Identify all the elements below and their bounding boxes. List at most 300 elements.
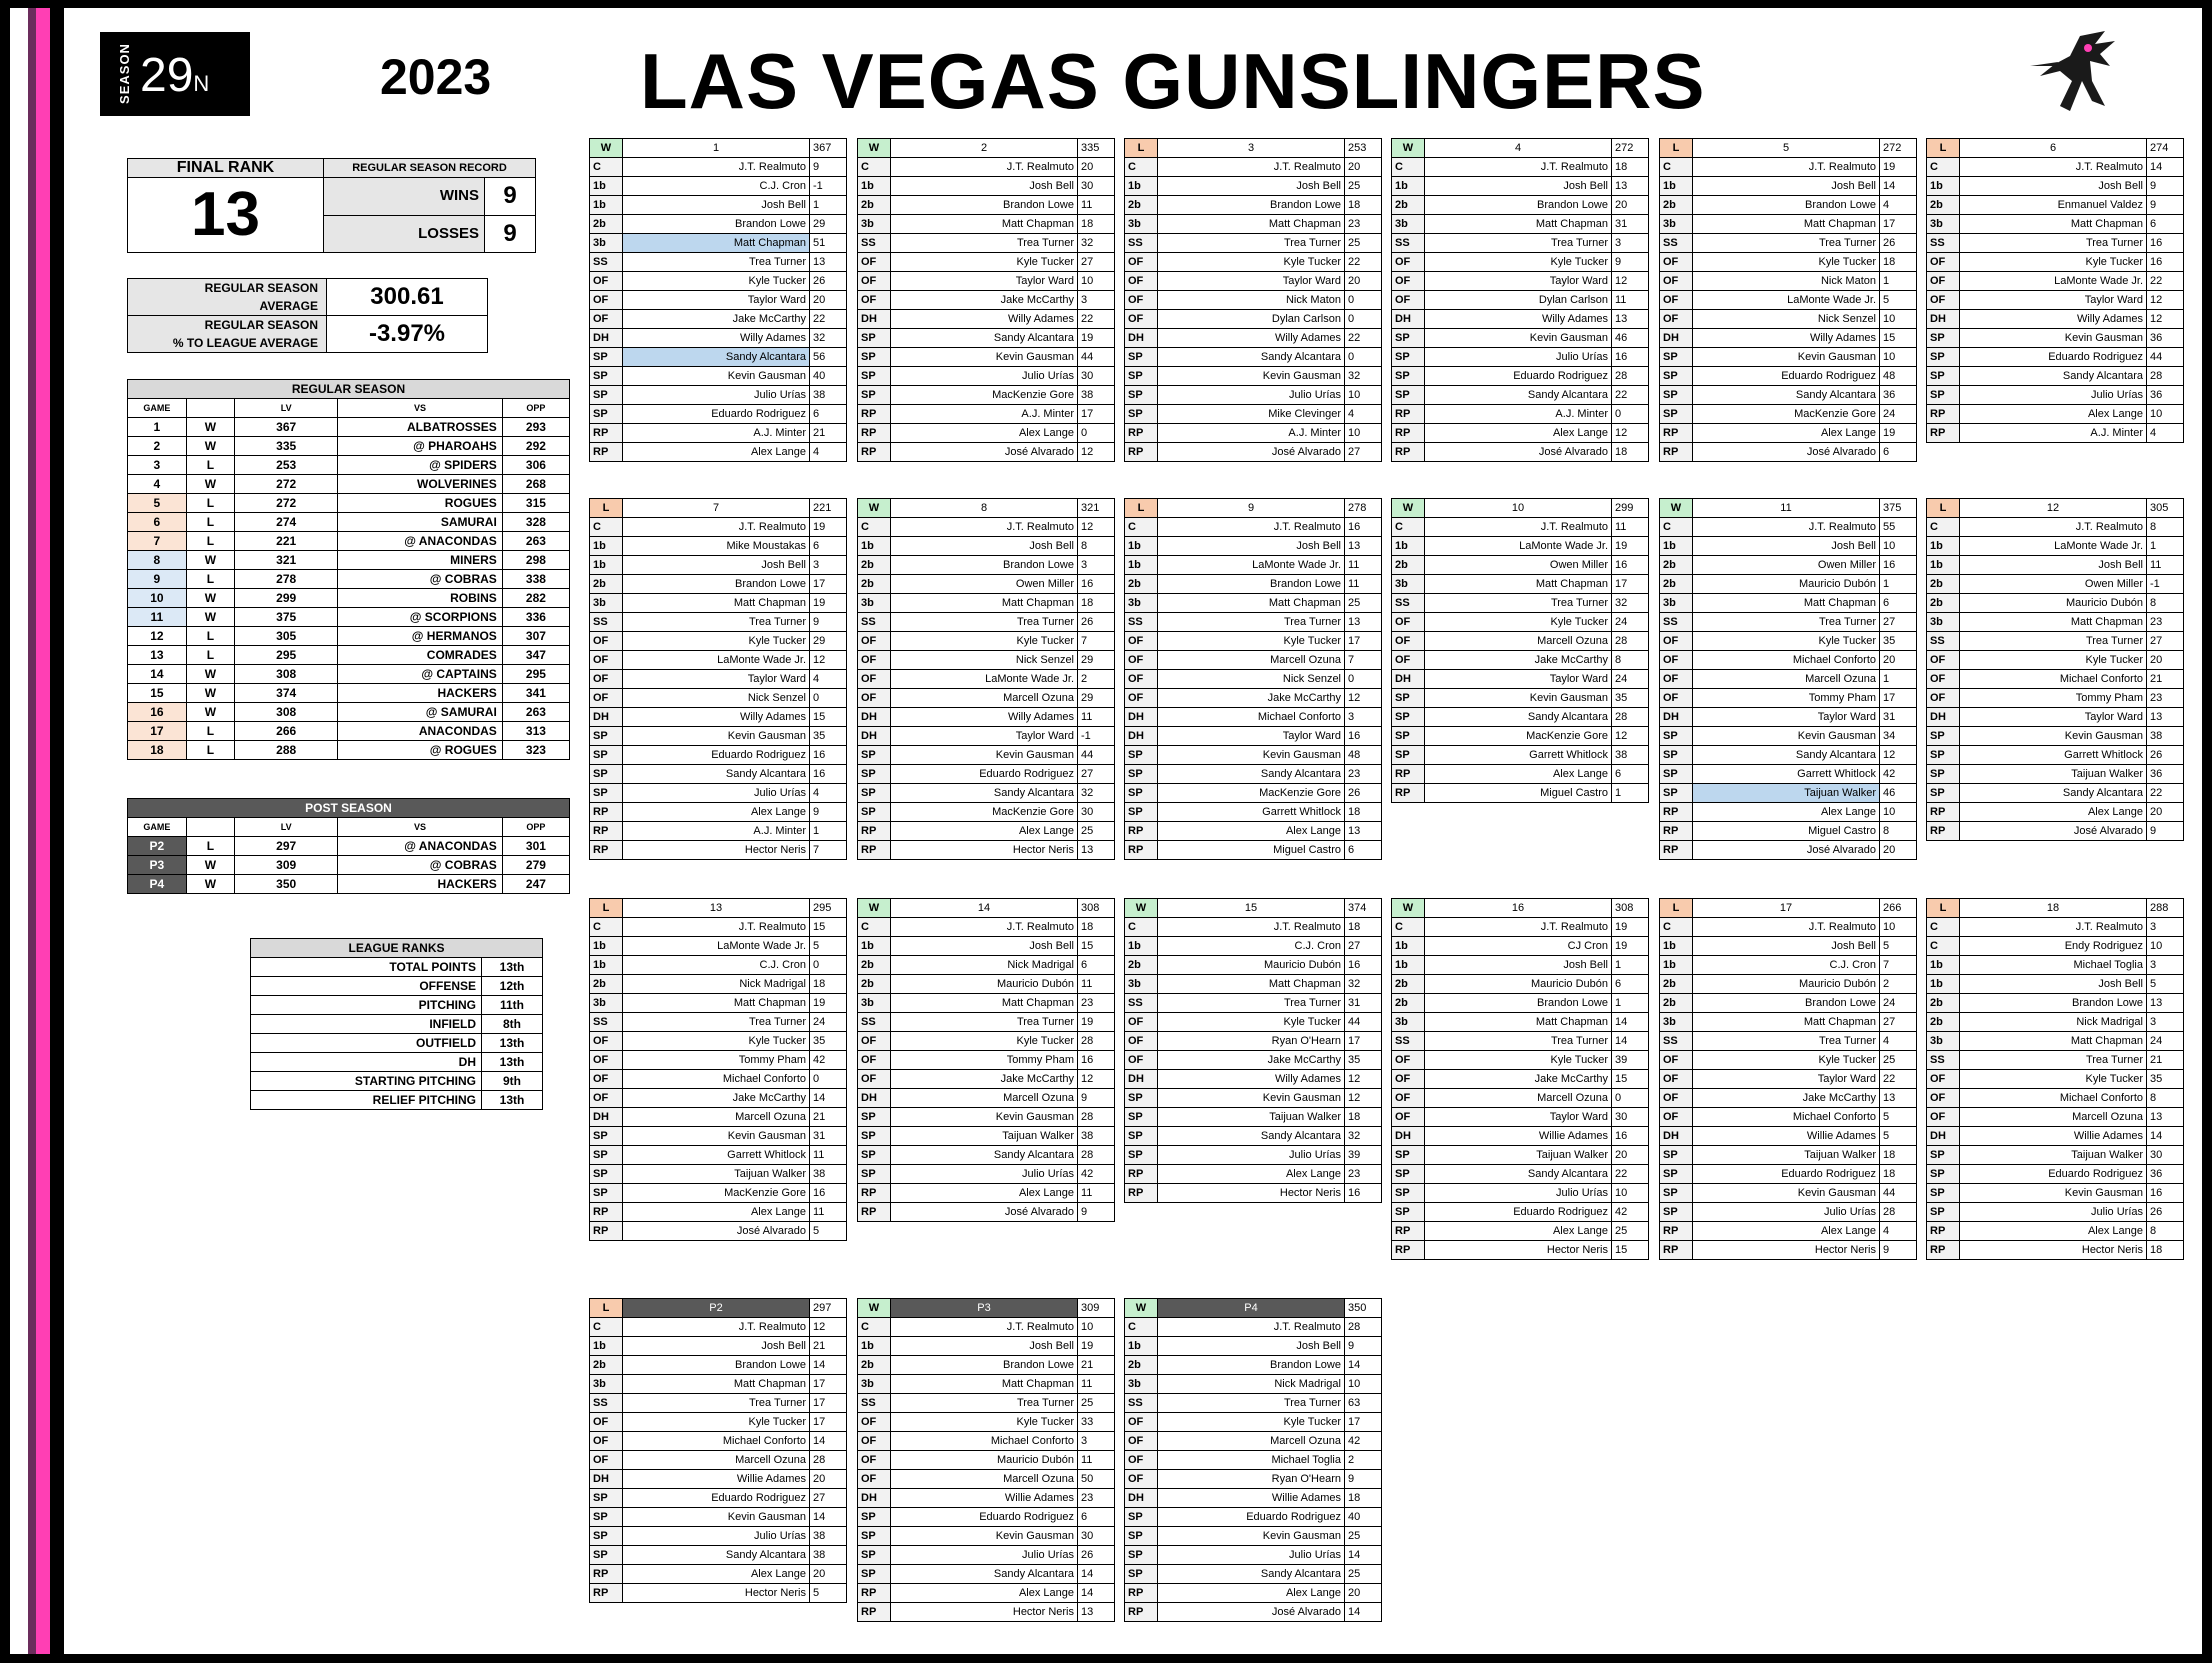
player-points: 28 bbox=[1612, 708, 1649, 727]
player-name: Kyle Tucker bbox=[1158, 1013, 1345, 1032]
player-points: 17 bbox=[1345, 1413, 1382, 1432]
player-name: Kevin Gausman bbox=[623, 1508, 810, 1527]
player-position: C bbox=[1125, 1318, 1158, 1337]
player-position: SP bbox=[1660, 367, 1693, 386]
player-position: 1b bbox=[1125, 537, 1158, 556]
game-table bbox=[589, 138, 847, 462]
reg-opp: 298 bbox=[502, 551, 569, 570]
post-game: P2 bbox=[128, 837, 187, 856]
player-row bbox=[590, 1203, 847, 1222]
player-name: Brandon Lowe bbox=[891, 1356, 1078, 1375]
player-row bbox=[1660, 272, 1917, 291]
player-name: Garrett Whitlock bbox=[1158, 803, 1345, 822]
player-name: Matt Chapman bbox=[623, 594, 810, 613]
player-position: SS bbox=[858, 613, 891, 632]
player-position: OF bbox=[1660, 1051, 1693, 1070]
player-points: 17 bbox=[810, 575, 847, 594]
player-name: Kevin Gausman bbox=[1693, 348, 1880, 367]
post-header-row bbox=[128, 818, 570, 837]
player-name: Michael Conforto bbox=[891, 1432, 1078, 1451]
player-row bbox=[1660, 196, 1917, 215]
player-position: OF bbox=[590, 632, 623, 651]
season-number-text: 29 bbox=[140, 49, 194, 102]
player-row bbox=[1660, 386, 1917, 405]
player-points: 25 bbox=[1345, 594, 1382, 613]
player-row bbox=[1927, 1013, 2184, 1032]
player-row bbox=[1660, 1184, 1917, 1203]
player-points: 11 bbox=[1612, 291, 1649, 310]
game-number: 5 bbox=[1693, 139, 1880, 158]
player-name: Mauricio Dubón bbox=[1158, 956, 1345, 975]
player-position: OF bbox=[1927, 670, 1960, 689]
player-name: Marcell Ozuna bbox=[891, 1470, 1078, 1489]
player-position: 2b bbox=[1660, 994, 1693, 1013]
player-name: Sandy Alcantara bbox=[1158, 765, 1345, 784]
player-row bbox=[1125, 1508, 1382, 1527]
player-position: SP bbox=[1660, 405, 1693, 424]
player-points: 20 bbox=[1345, 158, 1382, 177]
player-points: 44 bbox=[1078, 348, 1115, 367]
player-name: Jake McCarthy bbox=[1158, 689, 1345, 708]
player-row bbox=[590, 1165, 847, 1184]
player-name: Marcell Ozuna bbox=[1425, 1089, 1612, 1108]
player-row bbox=[1125, 310, 1382, 329]
player-name: J.T. Realmuto bbox=[1693, 158, 1880, 177]
game-score: 335 bbox=[1078, 139, 1115, 158]
player-points: 25 bbox=[1078, 822, 1115, 841]
game-score: 297 bbox=[810, 1299, 847, 1318]
player-position: 2b bbox=[1392, 975, 1425, 994]
game-number: 17 bbox=[1693, 899, 1880, 918]
player-position: SS bbox=[1660, 1032, 1693, 1051]
reg-opponent: HACKERS bbox=[338, 684, 503, 703]
player-position: C bbox=[1660, 158, 1693, 177]
player-points: 34 bbox=[1880, 727, 1917, 746]
player-row bbox=[1125, 1337, 1382, 1356]
player-points: 26 bbox=[1345, 784, 1382, 803]
rank-value: 12th bbox=[482, 977, 543, 996]
player-points: 11 bbox=[1345, 556, 1382, 575]
player-name: Josh Bell bbox=[891, 537, 1078, 556]
player-position: RP bbox=[1392, 784, 1425, 803]
player-name: Miguel Castro bbox=[1158, 841, 1345, 860]
reg-game: 16 bbox=[128, 703, 187, 722]
player-points: 16 bbox=[2147, 234, 2184, 253]
player-points: 16 bbox=[1880, 556, 1917, 575]
player-name: Kevin Gausman bbox=[891, 348, 1078, 367]
player-row bbox=[1392, 291, 1649, 310]
game-score: 299 bbox=[1612, 499, 1649, 518]
player-row bbox=[858, 975, 1115, 994]
player-name: Josh Bell bbox=[1158, 177, 1345, 196]
player-row bbox=[1660, 367, 1917, 386]
player-row bbox=[590, 1337, 847, 1356]
reg-opponent: @ ROGUES bbox=[338, 741, 503, 760]
player-row bbox=[1392, 1146, 1649, 1165]
player-row bbox=[590, 1508, 847, 1527]
player-name: Taylor Ward bbox=[1158, 727, 1345, 746]
player-points: 9 bbox=[810, 803, 847, 822]
player-row bbox=[1125, 1165, 1382, 1184]
reg-game: 13 bbox=[128, 646, 187, 665]
reg-result: W bbox=[186, 551, 234, 570]
player-position: OF bbox=[858, 1070, 891, 1089]
player-points: 7 bbox=[810, 841, 847, 860]
player-points: 32 bbox=[1612, 594, 1649, 613]
player-position: DH bbox=[1660, 708, 1693, 727]
player-points: 26 bbox=[1078, 613, 1115, 632]
player-points: 16 bbox=[2147, 253, 2184, 272]
post-row bbox=[128, 875, 570, 894]
player-points: 1 bbox=[1880, 575, 1917, 594]
player-position: RP bbox=[1392, 424, 1425, 443]
player-name: Kevin Gausman bbox=[1158, 1527, 1345, 1546]
player-points: 16 bbox=[1078, 575, 1115, 594]
player-row bbox=[858, 1489, 1115, 1508]
reg-lv: 253 bbox=[235, 456, 338, 475]
rank-category: RELIEF PITCHING bbox=[251, 1091, 482, 1110]
player-position: 1b bbox=[1660, 956, 1693, 975]
player-position: RP bbox=[590, 841, 623, 860]
player-row bbox=[590, 556, 847, 575]
player-position: SS bbox=[1125, 1394, 1158, 1413]
player-position: 2b bbox=[1660, 556, 1693, 575]
player-row bbox=[858, 1413, 1115, 1432]
player-row bbox=[858, 518, 1115, 537]
player-position: DH bbox=[858, 1489, 891, 1508]
player-name: José Alvarado bbox=[1158, 443, 1345, 462]
player-row bbox=[1392, 613, 1649, 632]
player-row bbox=[1125, 1032, 1382, 1051]
player-row bbox=[590, 253, 847, 272]
player-position: DH bbox=[858, 1089, 891, 1108]
player-row bbox=[858, 310, 1115, 329]
player-name: Jake McCarthy bbox=[1158, 1051, 1345, 1070]
player-name: Sandy Alcantara bbox=[1693, 746, 1880, 765]
player-position: 3b bbox=[858, 1375, 891, 1394]
player-row bbox=[1927, 329, 2184, 348]
player-row bbox=[1660, 1165, 1917, 1184]
player-name: Julio Urías bbox=[1158, 386, 1345, 405]
player-points: 10 bbox=[1078, 272, 1115, 291]
game-score: 288 bbox=[2147, 899, 2184, 918]
player-position: OF bbox=[1927, 1108, 1960, 1127]
player-name: Owen Miller bbox=[891, 575, 1078, 594]
player-row bbox=[1392, 215, 1649, 234]
player-points: 20 bbox=[1345, 272, 1382, 291]
player-name: A.J. Minter bbox=[623, 822, 810, 841]
record-label: REGULAR SEASON RECORD bbox=[324, 159, 536, 178]
player-name: Sandy Alcantara bbox=[891, 1565, 1078, 1584]
player-points: 36 bbox=[2147, 329, 2184, 348]
player-row bbox=[858, 784, 1115, 803]
player-row bbox=[1125, 1413, 1382, 1432]
player-name: Kyle Tucker bbox=[1693, 632, 1880, 651]
player-points: 17 bbox=[1880, 689, 1917, 708]
player-position: SP bbox=[590, 1165, 623, 1184]
player-points: 23 bbox=[1345, 765, 1382, 784]
player-position: OF bbox=[590, 1070, 623, 1089]
player-position: OF bbox=[1125, 689, 1158, 708]
player-position: DH bbox=[1125, 1489, 1158, 1508]
game-header-row bbox=[1392, 139, 1649, 158]
player-points: 36 bbox=[2147, 765, 2184, 784]
player-points: 20 bbox=[1880, 651, 1917, 670]
player-position: SP bbox=[1392, 1203, 1425, 1222]
player-row bbox=[1927, 196, 2184, 215]
player-name: Taijuan Walker bbox=[1158, 1108, 1345, 1127]
player-name: Michael Conforto bbox=[1960, 670, 2147, 689]
player-row bbox=[1392, 689, 1649, 708]
player-position: DH bbox=[858, 708, 891, 727]
player-points: 0 bbox=[810, 689, 847, 708]
player-name: Kevin Gausman bbox=[891, 1527, 1078, 1546]
player-row bbox=[1927, 1108, 2184, 1127]
regular-season-table bbox=[127, 379, 570, 760]
reg-lv: 308 bbox=[235, 703, 338, 722]
player-name: A.J. Minter bbox=[1960, 424, 2147, 443]
player-name: Sandy Alcantara bbox=[623, 1546, 810, 1565]
player-position: RP bbox=[590, 1584, 623, 1603]
player-position: SS bbox=[1660, 613, 1693, 632]
player-points: 1 bbox=[810, 822, 847, 841]
game-number: P3 bbox=[891, 1299, 1078, 1318]
player-row bbox=[1125, 556, 1382, 575]
player-row bbox=[590, 177, 847, 196]
player-position: SS bbox=[1927, 1051, 1960, 1070]
player-position: RP bbox=[1927, 405, 1960, 424]
player-position: SP bbox=[590, 386, 623, 405]
player-row bbox=[1927, 518, 2184, 537]
player-row bbox=[590, 310, 847, 329]
player-points: 19 bbox=[810, 994, 847, 1013]
reg-lv: 278 bbox=[235, 570, 338, 589]
player-position: OF bbox=[590, 310, 623, 329]
player-position: OF bbox=[1660, 1089, 1693, 1108]
player-points: 26 bbox=[810, 272, 847, 291]
player-row bbox=[858, 1451, 1115, 1470]
player-position: C bbox=[1392, 158, 1425, 177]
player-points: 14 bbox=[1612, 1032, 1649, 1051]
player-name: Mike Clevinger bbox=[1158, 405, 1345, 424]
player-name: Matt Chapman bbox=[1158, 215, 1345, 234]
player-row bbox=[858, 937, 1115, 956]
player-row bbox=[1125, 253, 1382, 272]
player-row bbox=[590, 727, 847, 746]
player-row bbox=[1927, 651, 2184, 670]
player-name: MacKenzie Gore bbox=[1693, 405, 1880, 424]
player-name: Marcell Ozuna bbox=[1960, 1108, 2147, 1127]
player-row bbox=[590, 1565, 847, 1584]
post-result: W bbox=[186, 856, 234, 875]
final-rank-table bbox=[127, 158, 536, 253]
player-name: Marcell Ozuna bbox=[1158, 651, 1345, 670]
post-opp: 247 bbox=[502, 875, 569, 894]
player-position: DH bbox=[590, 1470, 623, 1489]
reg-result: L bbox=[186, 513, 234, 532]
player-row bbox=[1660, 918, 1917, 937]
player-name: Willy Adames bbox=[623, 329, 810, 348]
player-position: DH bbox=[1660, 329, 1693, 348]
stripe bbox=[50, 8, 64, 1654]
player-points: 38 bbox=[810, 1527, 847, 1546]
player-position: RP bbox=[590, 803, 623, 822]
pct-label-1: REGULAR SEASON bbox=[204, 318, 318, 332]
player-row bbox=[1125, 537, 1382, 556]
player-position: SS bbox=[858, 234, 891, 253]
player-position: SS bbox=[1125, 994, 1158, 1013]
player-row bbox=[1927, 1089, 2184, 1108]
player-row bbox=[1392, 918, 1649, 937]
player-row bbox=[1927, 822, 2184, 841]
player-row bbox=[1125, 158, 1382, 177]
player-row bbox=[590, 1070, 847, 1089]
player-position: SP bbox=[858, 1165, 891, 1184]
player-name: Jake McCarthy bbox=[1425, 651, 1612, 670]
game-number: 4 bbox=[1425, 139, 1612, 158]
player-name: Trea Turner bbox=[1693, 1032, 1880, 1051]
year: 2023 bbox=[380, 49, 492, 105]
player-name: Julio Urías bbox=[1693, 1203, 1880, 1222]
game-table bbox=[589, 1298, 847, 1603]
reg-row bbox=[128, 532, 570, 551]
player-position: RP bbox=[1927, 1222, 1960, 1241]
player-position: OF bbox=[1392, 632, 1425, 651]
player-position: OF bbox=[1392, 1108, 1425, 1127]
player-name: Jake McCarthy bbox=[623, 1089, 810, 1108]
player-name: Hector Neris bbox=[623, 1584, 810, 1603]
player-points: 6 bbox=[1612, 765, 1649, 784]
player-position: SP bbox=[1392, 1184, 1425, 1203]
player-row bbox=[1660, 1222, 1917, 1241]
player-name: Matt Chapman bbox=[1960, 1032, 2147, 1051]
player-row bbox=[1125, 1565, 1382, 1584]
player-name: Sandy Alcantara bbox=[1425, 386, 1612, 405]
player-points: 31 bbox=[810, 1127, 847, 1146]
player-position: SP bbox=[1660, 784, 1693, 803]
player-row bbox=[1392, 956, 1649, 975]
player-points: 17 bbox=[810, 1375, 847, 1394]
game-score: 266 bbox=[1880, 899, 1917, 918]
player-name: Matt Chapman bbox=[623, 1375, 810, 1394]
player-points: 48 bbox=[1345, 746, 1382, 765]
player-name: Hector Neris bbox=[1960, 1241, 2147, 1260]
reg-result: L bbox=[186, 741, 234, 760]
player-row bbox=[1660, 956, 1917, 975]
player-name: Alex Lange bbox=[891, 822, 1078, 841]
player-points: 32 bbox=[1345, 367, 1382, 386]
player-position: OF bbox=[1125, 1432, 1158, 1451]
player-position: SP bbox=[1660, 1184, 1693, 1203]
player-name: Eduardo Rodriguez bbox=[623, 1489, 810, 1508]
game-result: W bbox=[590, 139, 623, 158]
player-row bbox=[590, 822, 847, 841]
player-points: 0 bbox=[1345, 310, 1382, 329]
player-position: RP bbox=[858, 822, 891, 841]
player-position: SP bbox=[1125, 1565, 1158, 1584]
player-position: OF bbox=[1125, 291, 1158, 310]
player-name: José Alvarado bbox=[1425, 443, 1612, 462]
game-table bbox=[1659, 498, 1917, 860]
player-name: Trea Turner bbox=[1158, 1394, 1345, 1413]
player-position: DH bbox=[1927, 708, 1960, 727]
player-row bbox=[590, 196, 847, 215]
player-points: 14 bbox=[1345, 1356, 1382, 1375]
player-points: 18 bbox=[1345, 1489, 1382, 1508]
rank-category: STARTING PITCHING bbox=[251, 1072, 482, 1091]
player-points: 35 bbox=[810, 1032, 847, 1051]
reg-lv: 375 bbox=[235, 608, 338, 627]
reg-opp: 295 bbox=[502, 665, 569, 684]
player-points: 13 bbox=[1345, 537, 1382, 556]
player-row bbox=[1927, 215, 2184, 234]
player-name: Brandon Lowe bbox=[623, 575, 810, 594]
player-position: RP bbox=[858, 841, 891, 860]
player-row bbox=[858, 443, 1115, 462]
player-points: 0 bbox=[1345, 348, 1382, 367]
player-points: 38 bbox=[1612, 746, 1649, 765]
player-points: 12 bbox=[1612, 727, 1649, 746]
player-row bbox=[858, 215, 1115, 234]
player-name: Michael Conforto bbox=[623, 1432, 810, 1451]
player-row bbox=[1125, 348, 1382, 367]
player-row bbox=[858, 1165, 1115, 1184]
player-row bbox=[858, 727, 1115, 746]
player-row bbox=[1392, 594, 1649, 613]
player-points: 14 bbox=[1345, 1546, 1382, 1565]
player-name: Eduardo Rodriguez bbox=[1425, 1203, 1612, 1222]
player-name: Mauricio Dubón bbox=[1693, 975, 1880, 994]
player-points: 14 bbox=[1612, 1013, 1649, 1032]
player-points: 16 bbox=[1078, 1051, 1115, 1070]
player-position: SP bbox=[858, 348, 891, 367]
player-points: 1 bbox=[1880, 670, 1917, 689]
player-points: 5 bbox=[810, 1222, 847, 1241]
game-number: 1 bbox=[623, 139, 810, 158]
player-name: Kevin Gausman bbox=[1425, 329, 1612, 348]
player-name: Josh Bell bbox=[623, 556, 810, 575]
player-points: 28 bbox=[1078, 1032, 1115, 1051]
player-position: C bbox=[1125, 158, 1158, 177]
player-name: Josh Bell bbox=[1960, 556, 2147, 575]
player-points: 22 bbox=[1345, 253, 1382, 272]
player-name: Tommy Pham bbox=[891, 1051, 1078, 1070]
player-name: J.T. Realmuto bbox=[891, 518, 1078, 537]
game-table bbox=[589, 898, 847, 1241]
player-row bbox=[858, 822, 1115, 841]
season-suffix: N bbox=[193, 71, 210, 96]
reg-opp: 338 bbox=[502, 570, 569, 589]
player-row bbox=[590, 651, 847, 670]
player-row bbox=[1125, 956, 1382, 975]
player-position: 2b bbox=[1660, 975, 1693, 994]
post-opponent: HACKERS bbox=[338, 875, 503, 894]
player-position: SS bbox=[590, 1013, 623, 1032]
player-position: SP bbox=[590, 1546, 623, 1565]
player-name: Sandy Alcantara bbox=[1425, 708, 1612, 727]
player-position: SP bbox=[1125, 1527, 1158, 1546]
player-points: 10 bbox=[1880, 310, 1917, 329]
player-name: Matt Chapman bbox=[1158, 594, 1345, 613]
season-label: SEASON bbox=[116, 43, 132, 104]
player-position: SP bbox=[858, 1108, 891, 1127]
player-position: SS bbox=[1125, 234, 1158, 253]
player-points: 22 bbox=[810, 310, 847, 329]
player-position: RP bbox=[1392, 405, 1425, 424]
game-score: 272 bbox=[1880, 139, 1917, 158]
player-points: 13 bbox=[1345, 613, 1382, 632]
player-row bbox=[858, 1603, 1115, 1622]
